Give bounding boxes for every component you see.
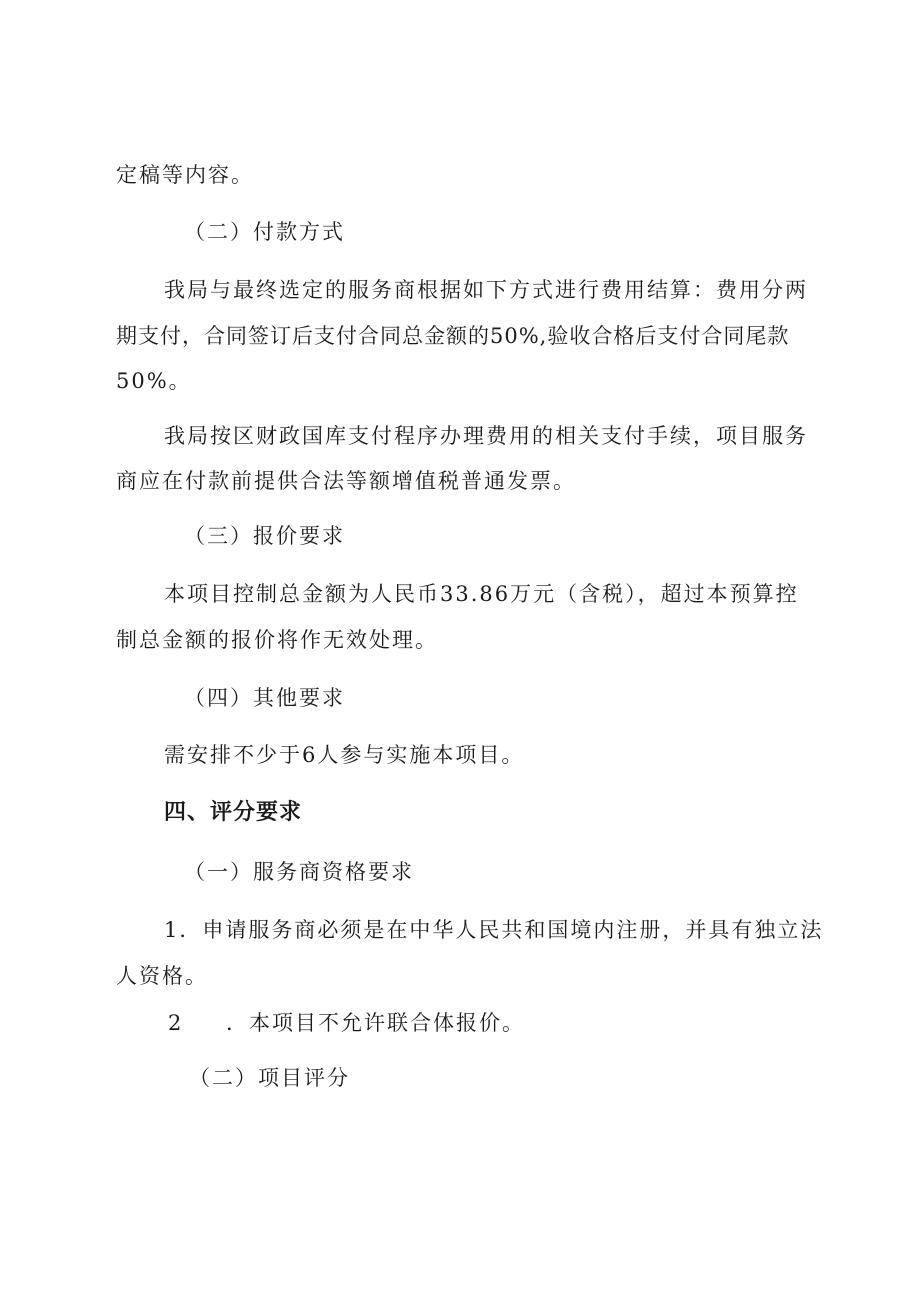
paragraph-line: 定稿等内容。 [116, 163, 254, 187]
paragraph-line: 50%。 [116, 369, 192, 393]
paragraph-line: 制总金额的报价将作无效处理。 [116, 628, 438, 652]
list-item-2-number: 2 [168, 1011, 184, 1035]
subheading-quote-requirements: （三）报价要求 [184, 524, 345, 548]
paragraph-line: 商应在付款前提供合法等额增值税普通发票。 [116, 469, 576, 493]
paragraph-line: 我局按区财政国库支付程序办理费用的相关支付手续，项目服务 [164, 424, 808, 448]
section-heading-scoring: 四、评分要求 [164, 800, 303, 825]
paragraph-line: 期支付，合同签订后支付合同总金额的50%,验收合格后支付合同尾款 [116, 324, 790, 348]
paragraph-line: 人资格。 [116, 964, 208, 988]
paragraph-line: 我局与最终选定的服务商根据如下方式进行费用结算：费用分两 [164, 278, 808, 302]
subheading-qualification: （一）服务商资格要求 [184, 860, 414, 884]
subheading-other-requirements: （四）其他要求 [184, 686, 345, 710]
subheading-project-scoring: （二）项目评分 [189, 1066, 350, 1090]
list-item-1: 1．申请服务商必须是在中华人民共和国境内注册，并具有独立法 [164, 918, 824, 942]
paragraph-line: 本项目控制总金额为人民币33.86万元（含税），超过本预算控 [164, 582, 799, 606]
paragraph-line: 需安排不少于6人参与实施本项目。 [164, 743, 525, 767]
list-item-2-text: ．本项目不允许联合体报价。 [226, 1011, 525, 1035]
subheading-payment-method: （二）付款方式 [184, 220, 345, 244]
